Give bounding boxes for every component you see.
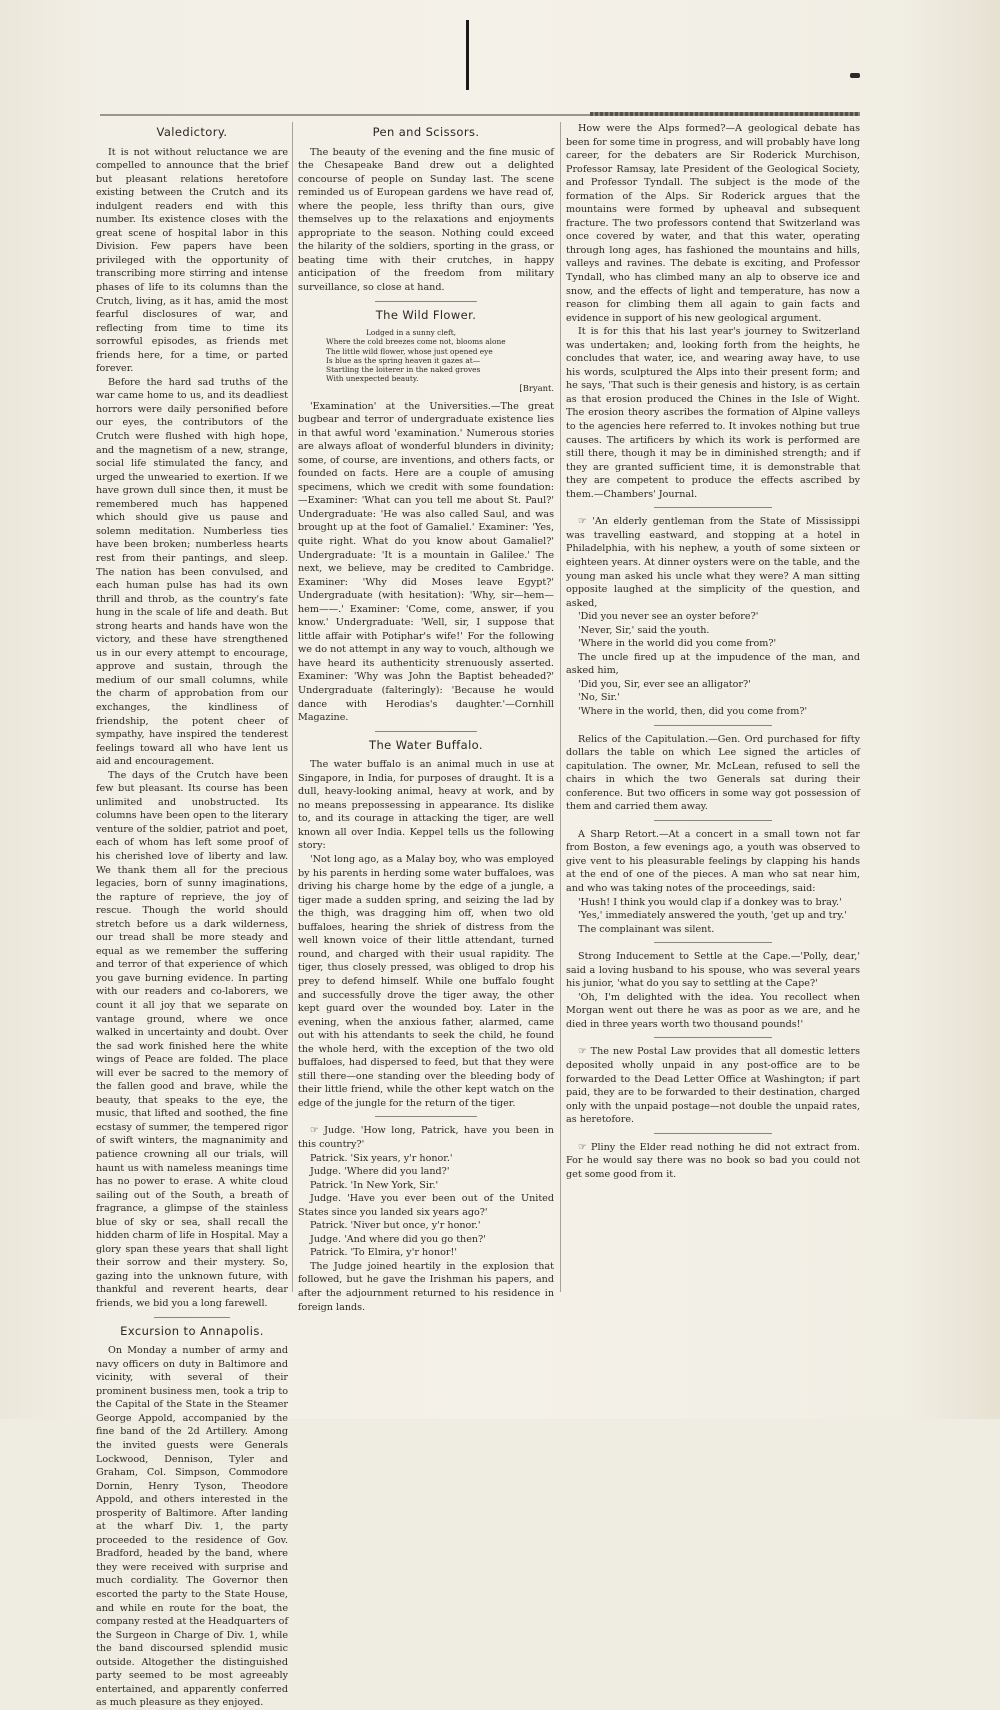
oyster-dialogue-line: 'No, Sir.'	[578, 692, 620, 704]
judge-dialogue-line: Patrick. 'In New York, Sir.'	[310, 1179, 439, 1191]
judge-dialogue-line: ☞ Judge. 'How long, Patrick, have you been in this country?'	[298, 1125, 554, 1150]
valedictory-paragraph: The days of the Crutch have been few but pleasant. Its course has been unlimited and unobstructed. Its columns have been open to the literary venture of the soldier, patriot and poet, each of whom has left some proof of his cherished love of liberty and law. We thank them all for the precious legacies, born of sunny imaginations, the rapture of reprieve, the joy of rescue. Though the world should stretch before us a dark wilderness, our tread shall be more steady and equal as we remember the suffering and terror of that experience of which you gave burning evidence. In parting with our readers and co-laborers, we count it all joy that we separate on vantage ground, where we once walked in uncertainty and doubt. Over the sad work finished here the white wings of Peace are folded. The place will ever be sacred to the memory of the fallen good and brave, while the beauty, that speaks to the eye, the music, that lifted and soothed, the fine ecstasy of summer, the tempered rigor of swift winters, the magnanimity and patience crowning all our trials, will haunt us with nameless meanings time has no power to erase. A white cloud sailing out of the South, a breath of fragrance, a glimpse of the stainless blue of sky or sea, shall recall the hidden charm of life in Hospital. May a glory span these years that shall light their sorrow and their mystery. So, gazing into the unknown future, with thankful and reverent hearts, dear friends, we bid you a long farewell.	[96, 769, 288, 1310]
excursion-paragraph: On Monday a number of army and navy officers on duty in Baltimore and vicinity, with several of their prominent business men, took a trip to the Capital of the State in the Steamer George Appold, accompanied by the fine band of the 2d Artillery. Among the invited guests were Generals Lockwood, Dennison, Tyler and Graham, Col. Simpson, Commodore Dornin, Henry Tyson, Theodore Appold, and others interested in the prosperity of Baltimore. After landing at the wharf Div. 1, the party proceeded to the residence of Gov. Bradford, headed by the band, where they were received with surprise and much cordiality. The Governor then escorted the party to the State House, and while en route for the boat, the company rested at the Headquarters of the Surgeon in Charge of Div. 1, while the band discoursed splendid music outside. Altogether the distinguished party seemed to be most agreeably entertained, and apparently conferred as much pleasure as they enjoyed.	[96, 1345, 289, 1709]
retort-paragraph: A Sharp Retort.—At a concert in a small town not far from Boston, a few evenings ago, a youth was observed to give vent to his pleasurable feelings by clapping his hands at the end of one of the pieces. A man who sat near him, and who was taking notes of the proceedings, said:	[566, 828, 860, 894]
section-rule	[654, 942, 772, 943]
section-rule	[654, 1037, 772, 1038]
oyster-paragraph: ☞ 'An elderly gentleman from the State of Mississippi was travelling eastward, and stopping at a hotel in Philadelphia, with his nephew, a youth of some sixteen or eighteen years. At dinner oysters were on the table, and the young man asked his uncle what they were? A man sitting opposite laughed at the simplicity of the question, and asked,	[566, 516, 860, 609]
pen-scissors-paragraph: The beauty of the evening and the fine music of the Chesapeake Band drew out a delighted concourse of people on Sunday last. The scene reminded us of European gardens we have read of, where the people, less thrifty than ours, give themselves up to the relaxations and enjoyments appropriate to the season. Nothing could exceed the hilarity of the soldiers, sporting in the grass, or beating time with their crutches, in happy anticipation of the freedom from military surveillance, so close at hand.	[298, 146, 554, 294]
buffalo-paragraph: The water buffalo is an animal much in use at Singapore, in India, for purposes of draught. It is a dull, heavy-looking animal, heavy at work, and by no means prepossessing in appearance. Its dislike to, and its courage in attacking the tiger, are well known all over India. Keppel tells us the following story:	[298, 759, 554, 852]
judge-dialogue-line: Judge. 'Have you ever been out of the United States since you landed six years ago?'	[298, 1193, 554, 1218]
oyster-paragraph: The uncle fired up at the impudence of the man, and asked him,	[566, 651, 860, 677]
column-middle	[298, 122, 554, 1313]
column-right	[566, 122, 860, 1302]
pen-scissors-heading: Pen and Scissors.	[372, 125, 480, 139]
judge-dialogue-line: Judge. 'And where did you go then?'	[310, 1233, 486, 1245]
section-rule	[654, 725, 772, 726]
section-rule	[375, 301, 477, 302]
column-divider	[292, 122, 293, 1292]
retort-dialogue-line: The complainant was silent.	[578, 923, 715, 935]
top-rule-hatched	[590, 112, 860, 116]
section-rule	[375, 731, 477, 732]
judge-dialogue-line: Judge. 'Where did you land?'	[310, 1166, 450, 1178]
column-left	[96, 122, 289, 1709]
alps-paragraph: How were the Alps formed?—A geological debate has been for some time in progress, and will probably have long career, for the debaters are Sir Roderick Murchison, Professor Ramsay, late President of the Geological Society, and Professor Tyndall. The subject is the mode of the formation of the Alps. Sir Roderick argues that the mountains were formed by upheaval and subsequent fracture. The two professors contend that Switzerland was once covered by water, and that this water, operating through long ages, has fashioned the mountains and hills, valleys and ravines. The debate is exciting, and Professor Tyndall, who has climbed many an alp to observe ice and snow, and the effects of light and temperature, has now a reason for climbing them all again to gain facts and evidence in support of his new geological argument.	[566, 123, 860, 324]
examination-paragraph: 'Examination' at the Universities.—The great bugbear and terror of undergraduate existence lies in that awful word 'examination.' Numerous stories are always afloat of wonderful blunders in divinity; some, of course, are inventions, and others facts, or founded on facts. Here are a couple of amusing specimens, which we credit with some foundation:—Examiner: 'What can you tell me about St. Paul?' Undergraduate: 'He was also called Saul, and was brought up at the foot of Gamaliel.' Examiner: 'Yes, quite right. What do you know about Gamaliel?' Undergraduate: 'It is a mountain in Galilee.' The next, we believe, may be credited to Cambridge. Examiner: 'Why did Moses leave Egypt?' Undergraduate (with hesitation): 'Why, sir—hem—hem——.' Examiner: 'Come, come, answer, if you know.' Undergraduate: 'Well, sir, I suppose that little affair with Potiphar's wife!' For the following we do not attempt in any way to vouch, although we have heard its authenticity strenuously asserted. Examiner: 'Why was John the Baptist beheaded?' Undergraduate (falteringly): 'Because he would dance with Herodias's daughter.'—Cornhill Magazine.	[298, 400, 554, 724]
judge-dialogue-line: Patrick. 'Niver but once, y'r honor.'	[310, 1220, 481, 1232]
section-rule	[654, 1133, 772, 1134]
wild-flower-poem	[326, 328, 554, 393]
pliny-paragraph: ☞ Pliny the Elder read nothing he did not extract from. For he would say there was no book so bad you could not get some good from it.	[566, 1141, 860, 1180]
oyster-dialogue-line: 'Did you, Sir, ever see an alligator?'	[578, 678, 751, 690]
postal-paragraph: ☞ The new Postal Law provides that all domestic letters deposited wholly unpaid in any post-office are to be forwarded to the Dead Letter Office at Washington; if part paid, they are to be forwarded to their destination, charged only with the unpaid postage—not double the unpaid rates, as heretofore.	[566, 1046, 860, 1126]
poem-line: Startling the loiterer in the naked groves	[326, 364, 481, 374]
relics-paragraph: Relics of the Capitulation.—Gen. Ord purchased for fifty dollars the table on which Lee signed the articles of capitulation. The owner, Mr. McLean, refused to sell the chairs in which the two Generals sat during their conference. But two officers in some way got possession of them and carried them away.	[566, 733, 860, 813]
retort-dialogue-line: 'Yes,' immediately answered the youth, 'get up and try.'	[578, 910, 847, 922]
oyster-dialogue-line: 'Where in the world did you come from?'	[578, 638, 777, 650]
judge-dialogue-line: Patrick. 'Six years, y'r honor.'	[310, 1152, 453, 1164]
excursion-heading: Excursion to Annapolis.	[120, 1323, 264, 1338]
retort-dialogue-line: 'Hush! I think you would clap if a donkey was to bray.'	[578, 896, 842, 908]
cape-paragraph: Strong Inducement to Settle at the Cape.—'Polly, dear,' said a loving husband to his spouse, who was several years his junior, 'what do you say to settling at the Cape?'	[566, 951, 860, 990]
oyster-dialogue-line: 'Never, Sir,' said the youth.	[578, 624, 710, 636]
water-buffalo-heading: The Water Buffalo.	[369, 737, 483, 752]
oyster-dialogue-line: 'Where in the world, then, did you come from?'	[578, 705, 808, 717]
poem-line: The little wild flower, whose just opened eye	[326, 346, 493, 356]
ink-mark	[850, 73, 860, 78]
valedictory-paragraph: Before the hard sad truths of the war came home to us, and its deadliest horrors were daily personified before our eyes, the contributors of the Crutch were flushed with high hope, and the magnetism of a new, strange, social life stimulated the fancy, and urged the unwearied to exertion. If we have grown dull since then, it must be remembered much has happened which should give us pause and solemn meditation. Numberless ties have been broken; numberless hearts rest from their pantings, and sleep. The nation has been convulsed, and each human pulse has had its own thrill and throb, as the country's fate hung in the scale of life and death. But strong hearts and hands have won the victory, and these have strengthened us in our every attempt to encourage, approve and sustain, through the medium of our small columns, while the charm of approbation from our exchanges, the kindliness of friendship, the potent cheer of sympathy, have inspired the tenderest feelings toward all who have lent us aid and encouragement.	[96, 376, 288, 768]
valedictory-paragraph: It is not without reluctance we are compelled to announce that the brief but pleasant relations heretofore existing between the Crutch and its indulgent readers end with this number. Its existence closes with the great scene of hospital labor in this Division. Few papers have been privileged with the opportunity of transcribing more stirring and intense phases of life to its columns than the Crutch, living, as it has, amid the most fearful disclosures of war, and reflecting from time to time its sorrowful episodes, as friends met friends here, for a time, or parted forever.	[96, 146, 288, 375]
section-rule	[154, 1317, 231, 1318]
page-fold-mark	[466, 20, 469, 90]
poem-line: Where the cold breezes come not, blooms alone	[326, 337, 506, 347]
buffalo-paragraph: 'Not long ago, as a Malay boy, who was employed by his parents in herding some water buffaloes, was driving his charge home by the edge of a jungle, a tiger made a sudden spring, and seizing the lad by the thigh, was dragging him off, when two old buffaloes, hearing the shriek of distress from the well known voice of their little attendant, turned round, and charged with their usual rapidity. The tiger, thus closely pressed, was obliged to drop his prey to defend himself. While one buffalo fought and successfully drove the tiger away, the other kept guard over the wounded boy. Later in the evening, when the anxious father, alarmed, came out with his attendants to seek the child, he found the whole herd, with the exception of the two old buffaloes, had dispersed to feed, but that they were still there—one standing over the bleeding body of their little friend, while the other kept watch on the edge of the jungle for the return of the tiger.	[298, 854, 554, 1109]
section-rule	[375, 1116, 477, 1117]
section-rule	[654, 820, 772, 821]
poem-line: Lodged in a sunny cleft,	[366, 328, 457, 338]
alps-paragraph: It is for this that his last year's journey to Switzerland was undertaken; and, looking forth from the heights, he concludes that water, ice, and wearing away have, to use his words, sculptured the Alps into their present form; and he says, 'That such is their genesis and history, is as certain as that erosion produced the Chines in the Isle of Wight. The erosion theory ascribes the formation of Alpine valleys to the agencies here referred to. It invokes nothing but true causes. The artificers by which its work is performed are still there, though it may be in diminished strength; and if they are granted sufficient time, it is demonstrable that they are competent to produce the effects ascribed by them.—Chambers' Journal.	[566, 326, 860, 500]
column-divider	[560, 122, 561, 1292]
poem-citation: [Bryant.	[519, 383, 554, 394]
cape-paragraph: 'Oh, I'm delighted with the idea. You recollect when Morgan went out there he was as poor as we are, and he died in three years worth two thousand pounds!'	[566, 991, 860, 1030]
section-rule	[654, 507, 772, 508]
judge-dialogue-line: Patrick. 'To Elmira, y'r honor!'	[310, 1247, 457, 1259]
judge-paragraph: The Judge joined heartily in the explosion that followed, but he gave the Irishman his papers, and after the adjournment returned to his residence in foreign lands.	[298, 1260, 554, 1313]
wild-flower-heading: The Wild Flower.	[375, 307, 477, 322]
poem-line: With unexpected beauty.	[326, 374, 419, 384]
poem-line: Is blue as the spring heaven it gazes at—	[326, 355, 481, 365]
oyster-dialogue-line: 'Did you never see an oyster before?'	[578, 611, 759, 623]
valedictory-heading: Valedictory.	[156, 125, 228, 139]
